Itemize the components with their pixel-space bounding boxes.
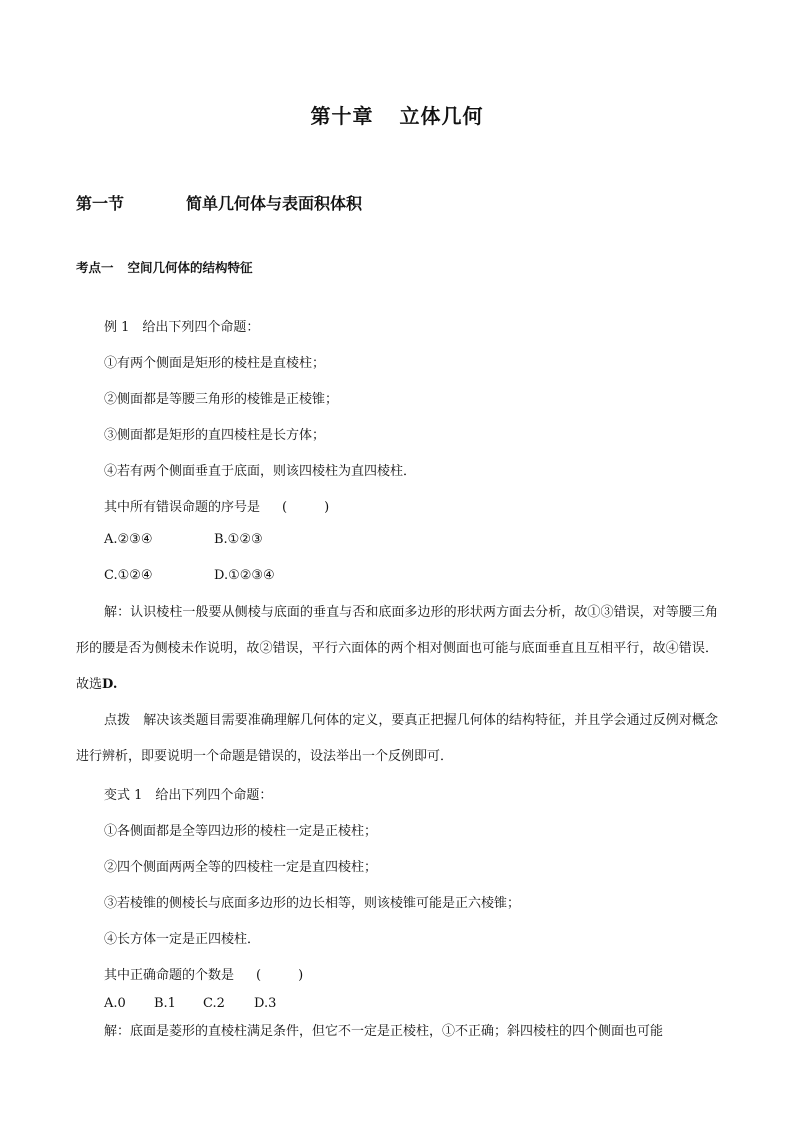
example-options-row-1 (104, 532, 263, 547)
example-tip: 点拨 解决该类题目需要准确理解几何体的定义，要真正把握几何体的结构特征，并且学会通过反例对概念进行辨析，即要说明一个命题是错误的，设法举出一个反例即可． (76, 713, 718, 764)
example-solution-text: 解：认识棱柱一般要从侧棱与底面的垂直与否和底面多边形的形状两方面去分析，故①③错误，对等腰三角形的腰是否为侧棱未作说明，故②错误，平行六面体的两个相对侧面也可能与底面垂直且互相平行，故④错误．故选 (76, 605, 718, 692)
variant-solution: 解：底面是菱形的直棱柱满足条件，但它不一定是正棱柱，①不正确；斜四棱柱的四个侧面也可能 (104, 1024, 664, 1039)
example-item-4: ④若有两个侧面垂直于底面，则该四棱柱为直四棱柱． (104, 464, 417, 479)
kaodian-title: 空间几何体的结构特征 (127, 260, 253, 275)
variant-option-c: C.2 (203, 996, 225, 1011)
kaodian-heading (76, 258, 253, 276)
variant-option-a: A.0 (104, 996, 126, 1011)
variant-option-b: B.1 (154, 996, 176, 1011)
variant-item-2: ②四个侧面两两全等的四棱柱一定是直四棱柱； (104, 860, 378, 875)
section-label: 第一节 (76, 194, 125, 213)
chapter-label: 第十章 (310, 104, 374, 128)
answer-blank: ( ) (282, 500, 342, 515)
kaodian-label: 考点一 (76, 260, 114, 275)
example-answer: D. (102, 677, 118, 692)
example-item-1: ①有两个侧面是矩形的棱柱是直棱柱； (104, 356, 326, 371)
example-solution (76, 595, 718, 703)
chapter-title (0, 100, 794, 129)
option-a: A.②③④ (104, 532, 153, 547)
variant-question (104, 964, 315, 983)
option-d: D.①②③④ (214, 568, 275, 583)
variant-item-4: ④长方体一定是正四棱柱． (104, 932, 261, 947)
chapter-name: 立体几何 (399, 104, 484, 128)
example-item-3: ③侧面都是矩形的直四棱柱是长方体； (104, 428, 326, 443)
section-heading (76, 191, 363, 214)
variant-answer-blank: ( ) (256, 968, 316, 983)
example-heading: 例 1 给出下列四个命题： (104, 320, 260, 335)
option-b: B.①②③ (214, 532, 263, 547)
variant-option-d: D.3 (254, 996, 277, 1011)
option-c: C.①②④ (104, 568, 153, 583)
variant-question-text: 其中正确命题的个数是 (104, 968, 235, 983)
variant-heading: 变式 1 给出下列四个命题： (104, 788, 273, 803)
section-title: 简单几何体与表面积体积 (186, 194, 363, 213)
example-question-text: 其中所有错误命题的序号是 (104, 500, 261, 515)
variant-options (104, 996, 276, 1011)
example-question (104, 496, 341, 515)
example-item-2: ②侧面都是等腰三角形的棱锥是正棱锥； (104, 392, 339, 407)
variant-item-1: ①各侧面都是全等四边形的棱柱一定是正棱柱； (104, 824, 378, 839)
variant-item-3: ③若棱锥的侧棱长与底面多边形的边长相等，则该棱锥可能是正六棱锥； (104, 896, 521, 911)
example-options-row-2 (104, 568, 275, 583)
